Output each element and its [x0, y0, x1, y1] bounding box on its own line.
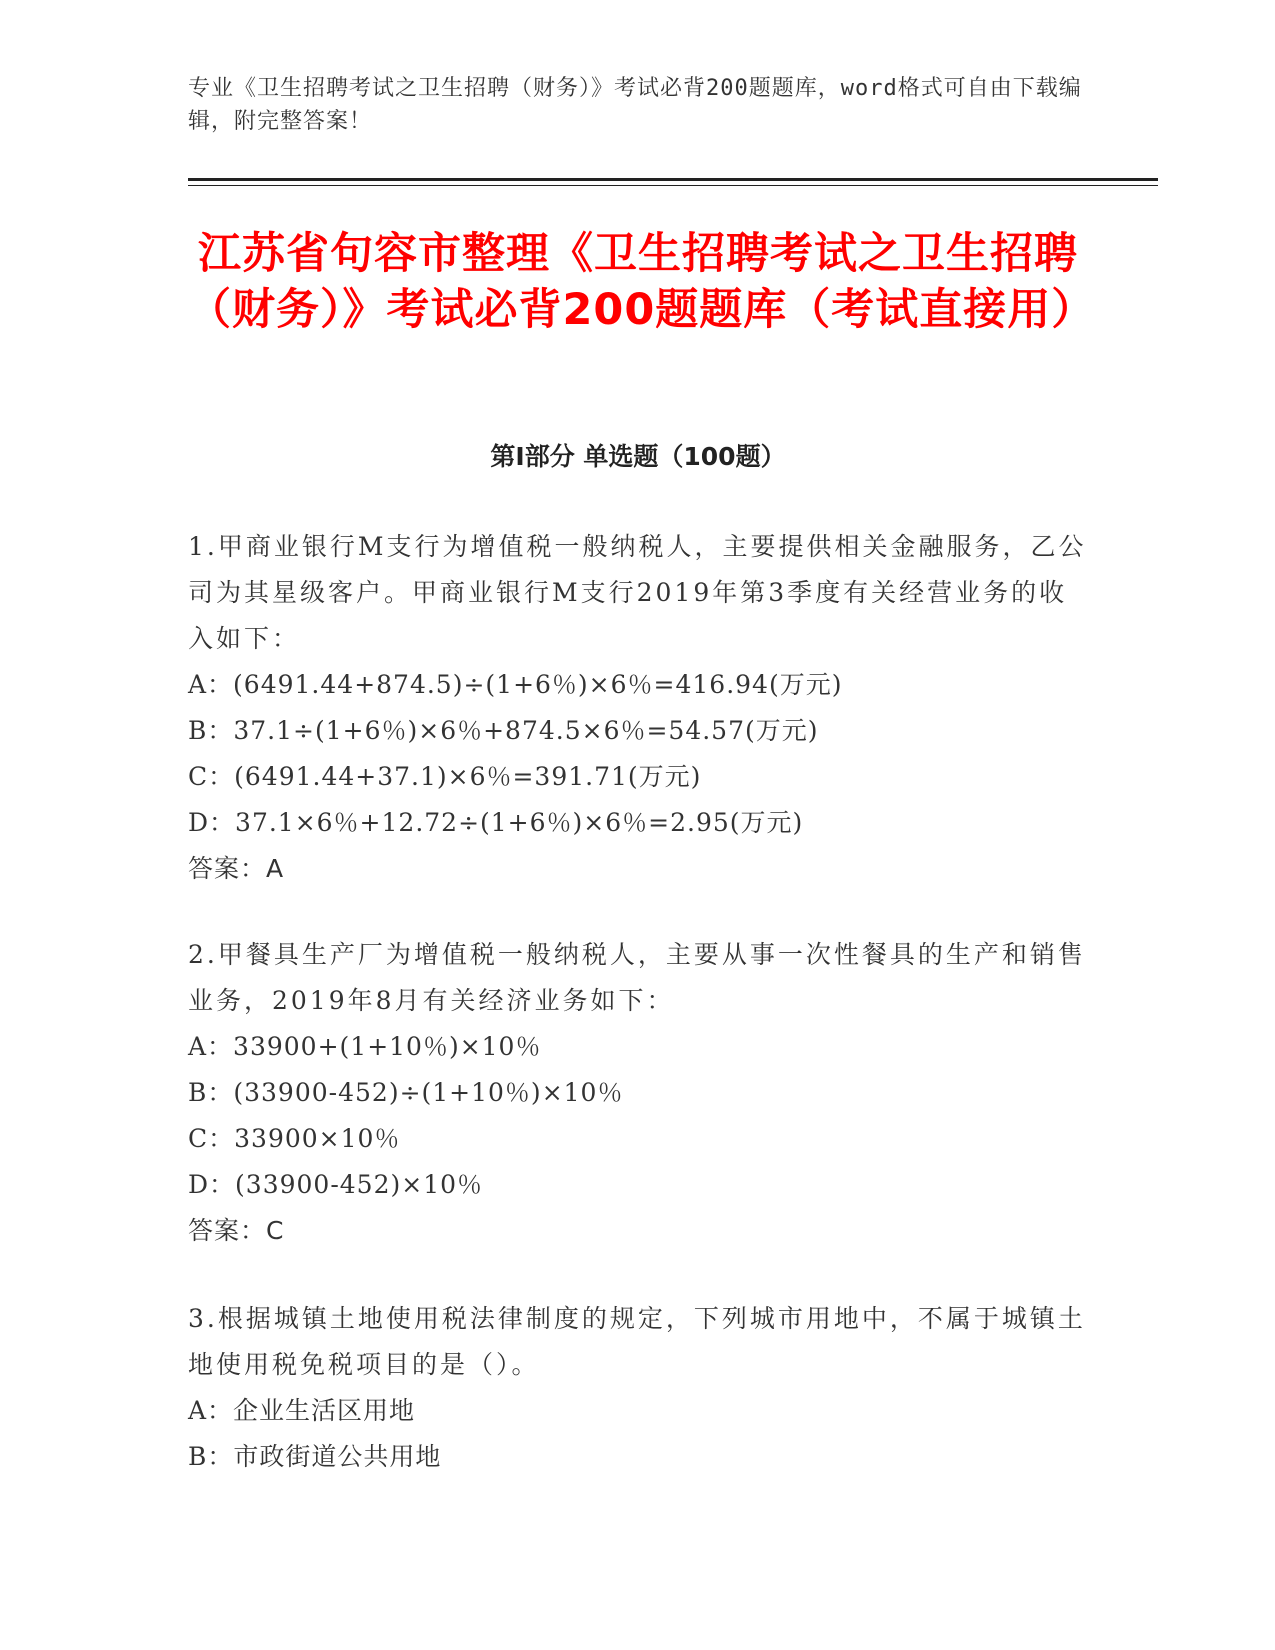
- document-title: 江苏省句容市整理《卫生招聘考试之卫生招聘（财务）》考试必背200题题库（考试直接用）: [188, 229, 1096, 335]
- question-stem: 3.根据城镇土地使用税法律制度的规定，下列城市用地中，不属于城镇土地使用税免税项目的是（）。: [188, 1304, 1086, 1379]
- option-a: A：33900+(1+10％)×10％: [188, 1032, 542, 1061]
- header-divider: [188, 178, 1158, 181]
- question-2: [188, 932, 1088, 1254]
- header-note: 专业《卫生招聘考试之卫生招聘（财务）》考试必背200题题库，word格式可自由下载编辑，附完整答案！: [188, 76, 1082, 134]
- option-b: B：37.1÷(1+6％)×6％+874.5×6％=54.57(万元): [188, 716, 819, 745]
- answer: 答案：A: [188, 854, 285, 883]
- option-c: C：33900×10％: [188, 1124, 401, 1153]
- option-c: C：(6491.44+37.1)×6％=391.71(万元): [188, 762, 702, 791]
- header-divider-thin: [188, 185, 1158, 186]
- option-d: D：(33900-452)×10％: [188, 1170, 484, 1199]
- option-b: B：(33900-452)÷(1+10％)×10％: [188, 1078, 624, 1107]
- question-stem: 2.甲餐具生产厂为增值税一般纳税人，主要从事一次性餐具的生产和销售业务，2019年8月有关经济业务如下：: [188, 940, 1086, 1015]
- section-heading: 第I部分 单选题（100题）: [490, 442, 786, 471]
- option-a: A：企业生活区用地: [188, 1396, 416, 1425]
- option-a: A：(6491.44+874.5)÷(1+6％)×6％=416.94(万元): [188, 670, 843, 699]
- question-stem: 1.甲商业银行M支行为增值税一般纳税人，主要提供相关金融服务，乙公司为其星级客户。甲商业银行M支行2019年第3季度有关经营业务的收入如下：: [188, 532, 1087, 653]
- question-3: [188, 1296, 1088, 1480]
- option-b: B：市政街道公共用地: [188, 1442, 442, 1471]
- question-1: [188, 524, 1088, 892]
- answer: 答案：C: [188, 1216, 285, 1245]
- option-d: D：37.1×6％+12.72÷(1+6％)×6％=2.95(万元): [188, 808, 804, 837]
